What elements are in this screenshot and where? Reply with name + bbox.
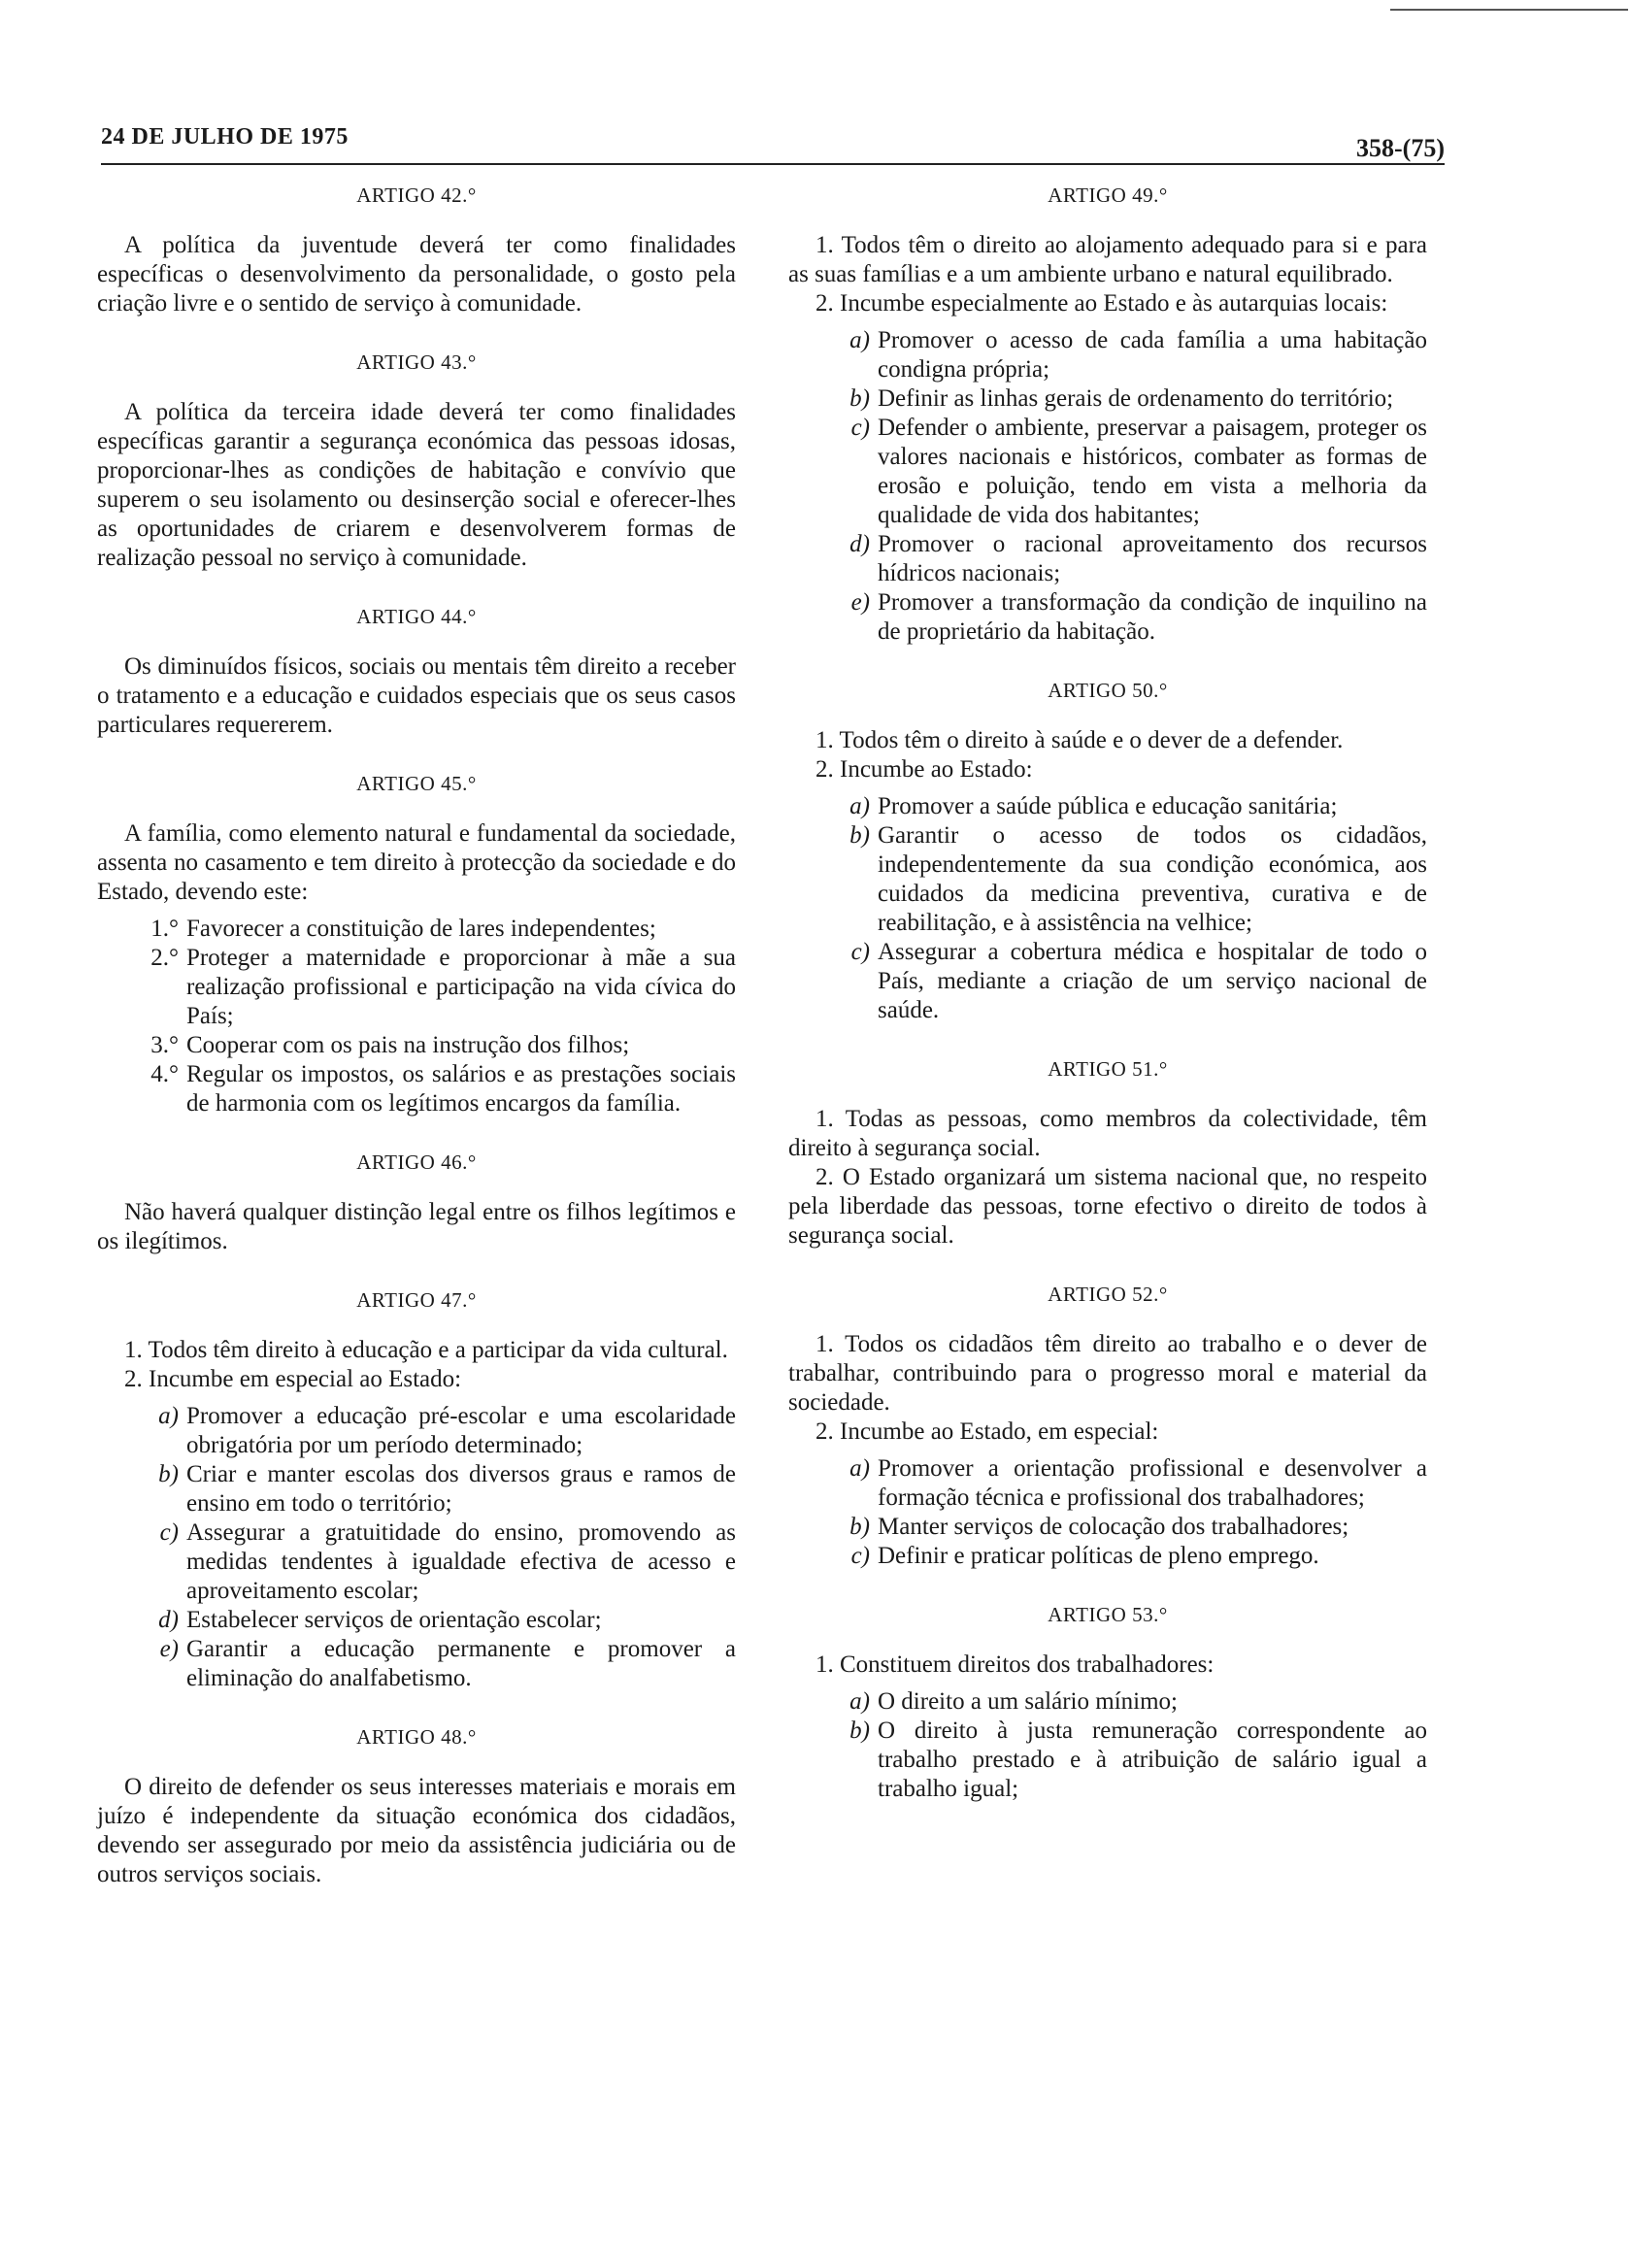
article-paragraph: A política da juventude deverá ter como finalidades específicas o desenvolvimento da personalidade, o gosto pela criação livre e o sentido de serviço à comunidade. [97,232,736,317]
article-list [97,1402,736,1693]
article-paragraph: 1. Todos têm o direito ao alojamento adequado para si e para as suas famílias e a um ambiente urbano e natural equilibrado. [788,232,1427,287]
list-item-text: O direito à justa remuneração correspondente ao trabalho prestado e à atribuição de salário igual a trabalho igual; [878,1718,1427,1802]
top-edge-rule [1390,9,1628,11]
list-item-text: Promover a transformação da condição de inquilino na de proprietário da habitação. [878,589,1427,645]
list-item [97,1460,736,1518]
list-item-label: b) [849,1718,870,1744]
article-paragraph: O direito de defender os seus interesses materiais e morais em juízo é independente da situação económica dos cidadãos, devendo ser assegurado por meio da assistência judiciária ou de outros serviços sociais. [97,1774,736,1887]
article-paragraph: A família, como elemento natural e fundamental da sociedade, assenta no casamento e tem direito à protecção da sociedade e do Estado, devendo este: [97,820,736,905]
list-item-label: 1.° [150,916,179,942]
article-title: ARTIGO 42.° [356,183,477,207]
list-item-label: d) [158,1607,179,1633]
list-item-text: Criar e manter escolas dos diversos graus e ramos de ensino em todo o território; [186,1461,736,1517]
list-item-label: a) [158,1403,179,1429]
list-item [97,1606,736,1635]
list-item-label: e) [159,1636,179,1662]
list-item-label: a) [849,793,870,819]
article-section [788,1054,1427,1251]
header-divider [101,163,1445,165]
header-date: 24 DE JULHO DE 1975 [101,124,349,150]
list-item-label: c) [850,1543,870,1569]
list-item-text: Promover a orientação profissional e desenvolver a formação técnica e profissional dos trabalhadores; [878,1455,1427,1511]
article-title: ARTIGO 49.° [1048,183,1168,207]
article-paragraph: 1. Todas as pessoas, como membros da colectividade, têm direito à segurança social. [788,1106,1427,1161]
list-item [97,1031,736,1060]
list-item [788,414,1427,530]
article-section [97,769,736,1118]
list-item-text: Regular os impostos, os salários e as prestações sociais de harmonia com os legítimos encargos da família. [186,1061,736,1117]
article-list [788,1687,1427,1804]
list-item-text: Assegurar a gratuitidade do ensino, promovendo as medidas tendentes à igualdade efectiva de acesso e aproveitamento escolar; [186,1519,736,1604]
article-title: ARTIGO 52.° [1048,1283,1168,1306]
article-title: ARTIGO 43.° [356,350,477,374]
article-paragraph: 1. Todos têm direito à educação e a participar da vida cultural. [124,1337,728,1363]
list-item [788,588,1427,647]
article-section [97,1722,736,1889]
article-title: ARTIGO 44.° [356,605,477,628]
list-item-label: c) [159,1519,179,1546]
list-item [788,1454,1427,1513]
list-item [788,1542,1427,1571]
list-item-label: e) [850,589,870,616]
list-item-text: Definir as linhas gerais de ordenamento do território; [878,385,1394,412]
list-item [788,792,1427,821]
list-item [97,1402,736,1460]
article-title: ARTIGO 53.° [1048,1603,1168,1626]
list-item-label: 4.° [150,1061,179,1087]
list-item [788,938,1427,1025]
article-title: ARTIGO 50.° [1048,679,1168,702]
article-paragraph: 2. Incumbe em especial ao Estado: [124,1366,462,1392]
list-item-text: Promover a educação pré-escolar e uma escolaridade obrigatória por um período determinado; [186,1403,736,1458]
list-item-label: d) [849,531,870,557]
list-item [788,326,1427,384]
article-list [788,792,1427,1025]
article-list [97,915,736,1118]
list-item-text: Promover o racional aproveitamento dos recursos hídricos nacionais; [878,531,1427,586]
article-section [97,348,736,573]
list-item [97,1635,736,1693]
article-paragraph: Os diminuídos físicos, sociais ou mentais têm direito a receber o tratamento e a educação e cuidados especiais que os seus casos particulares requererem. [97,653,736,738]
article-paragraph: 1. Todos têm o direito à saúde e o dever de a defender. [816,727,1344,753]
list-item-text: Promover a saúde pública e educação sanitária; [878,793,1338,819]
list-item-text: Assegurar a cobertura médica e hospitalar de todo o País, mediante a criação de um serviço nacional de saúde. [878,939,1427,1023]
list-item [97,1518,736,1606]
article-section [788,181,1427,647]
article-section [788,1600,1427,1804]
list-item [788,530,1427,588]
article-paragraph: A política da terceira idade deverá ter como finalidades específicas garantir a segurança económica das pessoas idosas, proporcionar-lhes as condições de habitação e convívio que superem o seu isolamento ou desinserção social e oferecer-lhes as oportunidades de criarem e desenvolverem formas de realização pessoal no serviço à comunidade. [97,399,736,571]
article-paragraph: 2. O Estado organizará um sistema nacional que, no respeito pela liberdade das pessoas, torne efectivo o direito de todos à segurança social. [788,1164,1427,1249]
list-item [788,1687,1427,1717]
list-item-label: c) [850,939,870,965]
header-page-number: 358-(75) [1356,134,1445,162]
list-item [788,384,1427,414]
left-column [97,181,736,1918]
list-item [788,821,1427,938]
article-paragraph: 2. Incumbe ao Estado, em especial: [816,1418,1159,1445]
list-item [97,915,736,944]
list-item-label: 3.° [150,1032,179,1058]
list-item-label: a) [849,1688,870,1715]
list-item [788,1717,1427,1804]
list-item-text: Defender o ambiente, preservar a paisagem, proteger os valores nacionais e históricos, combater as formas de erosão e poluição, tendo em vista a melhoria da qualidade de vida dos habitantes; [878,415,1427,528]
article-section [97,1285,736,1693]
article-list [788,326,1427,647]
list-item-text: Promover o acesso de cada família a uma habitação condigna própria; [878,327,1427,383]
list-item-text: Proteger a maternidade e proporcionar à mãe a sua realização profissional e participação na vida cívica do País; [186,945,736,1029]
list-item-text: O direito a um salário mínimo; [878,1688,1178,1715]
article-section [788,676,1427,1025]
list-item [97,1060,736,1118]
list-item [788,1513,1427,1542]
article-title: ARTIGO 45.° [356,772,477,795]
article-section [97,602,736,740]
article-title: ARTIGO 46.° [356,1151,477,1174]
article-title: ARTIGO 48.° [356,1725,477,1749]
list-item-text: Garantir o acesso de todos os cidadãos, independentemente da sua condição económica, aos cuidados da medicina preventiva, curativa e de reabilitação, e à assistência na velhice; [878,822,1427,936]
article-paragraph: 2. Incumbe ao Estado: [816,756,1033,783]
article-paragraph: 1. Todos os cidadãos têm direito ao trabalho e o dever de trabalhar, contribuindo para o progresso moral e material da sociedade. [788,1331,1427,1416]
list-item-text: Cooperar com os pais na instrução dos filhos; [186,1032,630,1058]
article-paragraph: 2. Incumbe especialmente ao Estado e às autarquias locais: [816,290,1388,317]
list-item-text: Favorecer a constituição de lares independentes; [186,916,656,942]
article-section [97,1148,736,1256]
list-item-label: b) [849,385,870,412]
list-item-label: a) [849,1455,870,1482]
list-item-text: Definir e praticar políticas de pleno emprego. [878,1543,1319,1569]
list-item-label: b) [158,1461,179,1487]
article-section [97,181,736,318]
list-item-label: b) [849,1514,870,1540]
list-item-label: 2.° [150,945,179,971]
list-item-text: Garantir a educação permanente e promover a eliminação do analfabetismo. [186,1636,736,1691]
article-title: ARTIGO 47.° [356,1288,477,1312]
list-item-label: c) [850,415,870,441]
list-item-label: b) [849,822,870,849]
article-paragraph: 1. Constituem direitos dos trabalhadores: [816,1651,1215,1678]
list-item [97,944,736,1031]
list-item-text: Manter serviços de colocação dos trabalhadores; [878,1514,1349,1540]
article-list [788,1454,1427,1571]
list-item-label: a) [849,327,870,353]
article-title: ARTIGO 51.° [1048,1057,1168,1081]
article-paragraph: Não haverá qualquer distinção legal entre os filhos legítimos e os ilegítimos. [97,1199,736,1254]
right-column [788,181,1427,1833]
article-section [788,1280,1427,1571]
list-item-text: Estabelecer serviços de orientação escolar; [186,1607,602,1633]
